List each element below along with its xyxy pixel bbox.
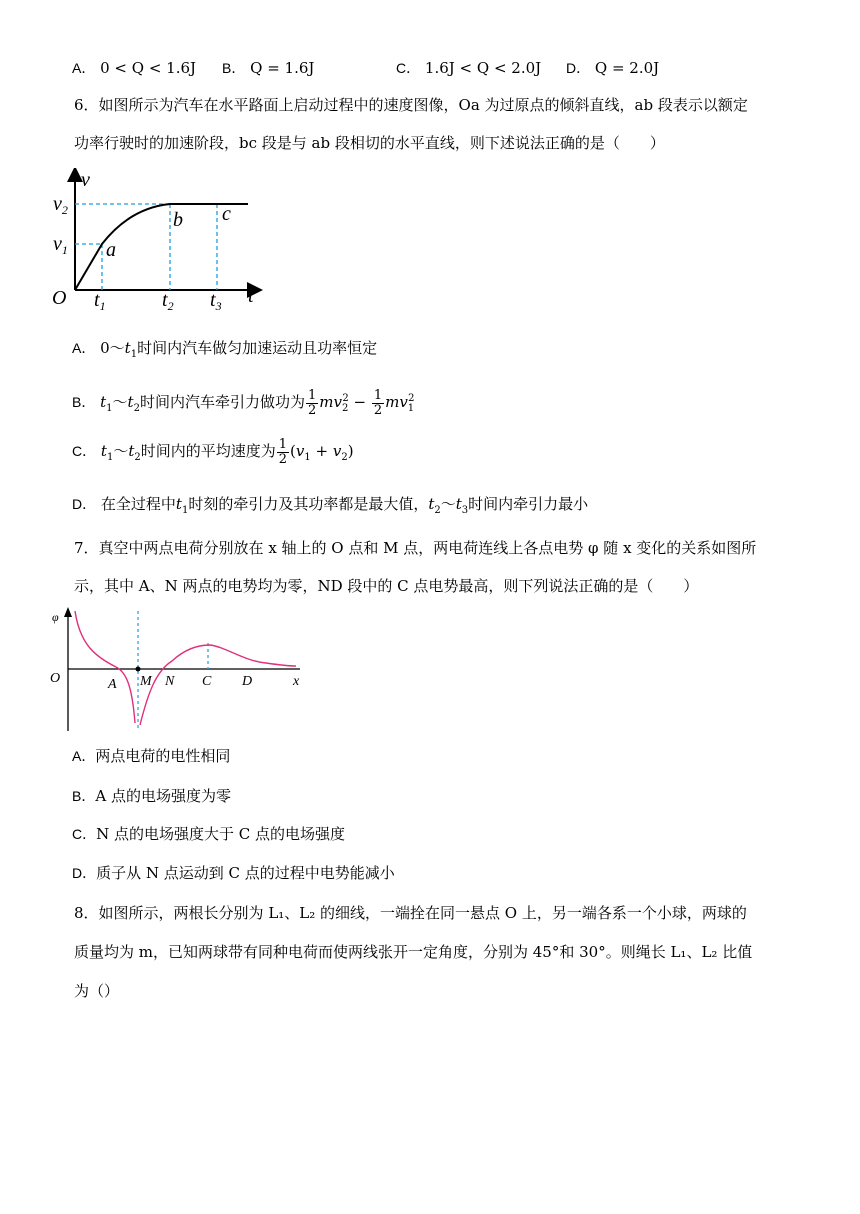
q6-label-t1: $t_1$: [94, 289, 106, 313]
q5-option-d-label: D．: [566, 60, 591, 76]
q7-label-m: M: [140, 674, 152, 689]
q5-option-b-label: B．: [222, 60, 246, 76]
q6-option-c-text: 时间内的平均速度为: [140, 442, 276, 460]
q6-option-d-t1: $t_1$: [175, 495, 189, 516]
q5-option-b-text: Q = 1.6J: [250, 59, 315, 77]
q7-label-phi: φ: [52, 610, 59, 624]
q7-label-d: D: [242, 674, 253, 689]
q6-label-origin: O: [52, 287, 67, 309]
q6-label-v2: $v_2$: [53, 193, 68, 217]
q7-label-x: x: [293, 674, 300, 689]
q7-label-n: N: [165, 674, 175, 689]
q6-option-d: [72, 494, 588, 521]
q7-option-b-label: B．: [72, 788, 96, 804]
q5-option-c-label: C．: [396, 60, 421, 76]
q7-phi-arrow: [64, 607, 72, 617]
q6-option-d-text3: 时间内牵引力最小: [468, 495, 589, 513]
q5-option-a-text: 0 < Q < 1.6J: [100, 59, 197, 77]
q7-option-c-label: C．: [72, 826, 97, 842]
q5-option-d-text: Q = 2.0J: [594, 59, 660, 77]
q7-stem-line2: 示，其中 A、N 两点的电势均为零，ND 段中的 C 点电势最高，则下列说法正确的是（ ）: [74, 577, 699, 595]
q7-option-d-text: 质子从 N 点运动到 C 点的过程中电势能减小: [96, 864, 395, 882]
q7-label-c: C: [202, 674, 212, 689]
q7-label-a: A: [108, 677, 117, 692]
q7-option-a: [72, 746, 230, 766]
q6-stem-line1: 6．如图所示为汽车在水平路面上启动过程中的速度图像，Oa 为过原点的倾斜直线，ab 段表示以额定: [74, 96, 748, 114]
q6-label-t3: $t_3$: [210, 289, 222, 313]
q6-velocity-graph: [50, 168, 275, 313]
q6-option-b-label: B．: [72, 394, 96, 410]
q7-label-origin: O: [50, 671, 61, 686]
q7-potential-graph: [44, 605, 306, 735]
q7-m-point: [136, 667, 141, 672]
q7-option-b: [72, 786, 231, 806]
q6-option-a-label: A．: [72, 340, 96, 356]
q6-stem-line2: 功率行驶时的加速阶段，bc 段是与 ab 段相切的水平直线，则下述说法正确的是（ ）: [74, 134, 665, 152]
q7-option-c: [72, 824, 345, 844]
q6-option-c-formula: $\frac{1}{2}$ $(v_1 + v_2)$: [278, 436, 354, 467]
q7-stem-line1: 7．真空中两点电荷分别放在 x 轴上的 O 点和 M 点，两电荷连线上各点电势 φ 随 x 变化的关系如图所: [74, 539, 757, 557]
q8-stem-line1: 8．如图所示，两根长分别为 L₁、L₂ 的细线，一端拴在同一悬点 O 上，另一端各系一个小球，两球的: [74, 904, 747, 922]
q6-label-b: b: [173, 209, 183, 231]
q6-option-d-text1: 在全过程中: [100, 495, 176, 513]
q6-option-a-text: 时间内汽车做匀加速运动且功率恒定: [137, 339, 378, 357]
q5-option-d: [566, 58, 659, 78]
q6-label-t2: $t_2$: [162, 289, 174, 313]
q5-option-a-label: A．: [72, 60, 96, 76]
q6-option-c-label: C．: [72, 443, 97, 459]
q7-option-c-text: N 点的电场强度大于 C 点的电场强度: [96, 825, 346, 843]
q6-option-b: [72, 382, 415, 418]
q6-label-t: t: [248, 285, 254, 307]
q6-option-b-range: $t_1\sim t_2$: [100, 393, 140, 414]
q6-option-d-range: $t_2\sim t_3$: [428, 495, 469, 516]
q6-label-c: c: [222, 203, 231, 225]
q7-left-curve: [75, 611, 135, 723]
q6-option-c-range: $t_1\sim t_2$: [100, 442, 141, 463]
q8-stem-line2: 质量均为 m，已知两球带有同种电荷而使两线张开一定角度，分别为 45°和 30°。则绳长 L₁、L₂ 比值: [74, 943, 753, 961]
q6-option-a-math: $0\sim t_1$: [100, 339, 138, 360]
q7-option-a-text: 两点电荷的电性相同: [95, 747, 231, 765]
q6-option-d-label: D．: [72, 496, 97, 512]
q7-option-d-label: D．: [72, 865, 97, 881]
q5-option-c: [396, 58, 541, 78]
q6-option-a: [72, 338, 377, 365]
q7-option-a-label: A．: [72, 748, 96, 764]
q7-option-b-text: A 点的电场强度为零: [95, 787, 231, 805]
q5-option-c-text: 1.6J < Q < 2.0J: [424, 59, 542, 77]
q6-label-v: v: [81, 169, 90, 191]
q5-option-a: [72, 58, 196, 78]
q7-option-d: [72, 863, 395, 883]
q7-right-curve: [140, 645, 296, 725]
q5-option-b: [222, 58, 314, 78]
q6-label-v1: $v_1$: [53, 233, 68, 257]
q6-option-b-formula: $\frac{1}{2}$ $mv_2^2$ − $\frac{1}{2}$ $mv_1^2$: [307, 387, 415, 418]
q6-label-a: a: [106, 239, 116, 261]
q6-option-c: [72, 434, 354, 470]
q6-option-b-text: 时间内汽车牵引力做功为: [139, 393, 305, 411]
q8-stem-line3: 为（）: [74, 982, 120, 1000]
q6-option-d-text2: 时刻的牵引力及其功率都是最大值，: [188, 495, 429, 513]
